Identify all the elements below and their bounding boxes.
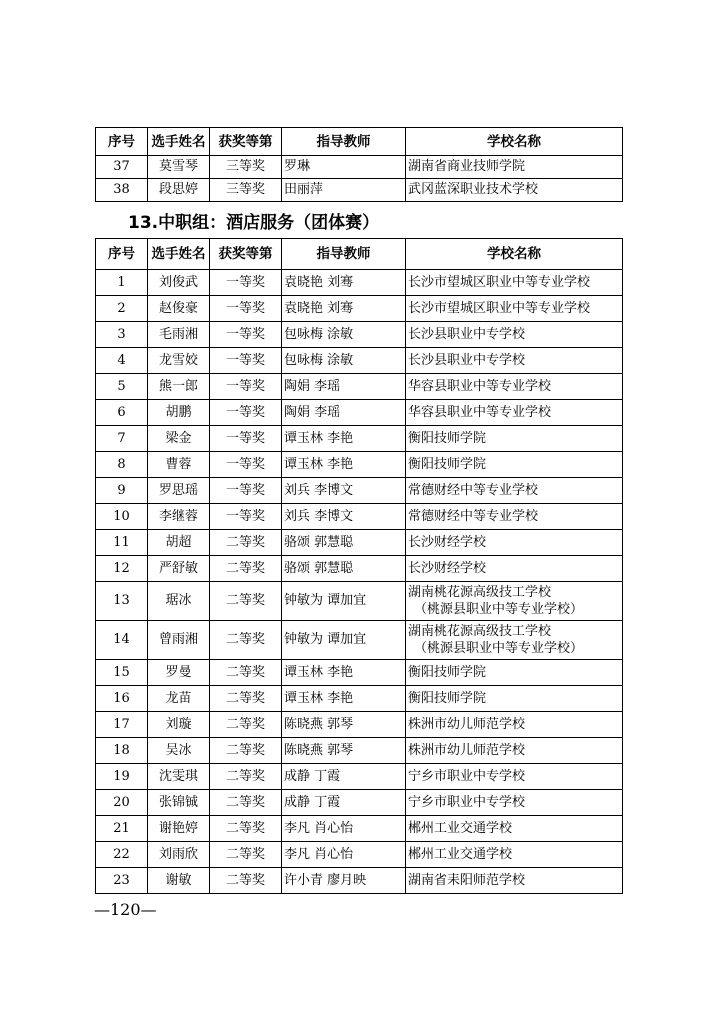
cell-award: 一等奖 [210, 426, 282, 452]
cell-name: 赵俊豪 [148, 296, 210, 322]
cell-number: 19 [96, 764, 148, 790]
cell-name: 段思婷 [148, 179, 210, 202]
table-row [96, 374, 623, 400]
cell-school: 郴州工业交通学校 [406, 842, 623, 868]
header-name: 选手姓名 [148, 239, 210, 270]
cell-name: 莫雪琴 [148, 156, 210, 179]
table-row [96, 322, 623, 348]
cell-award: 三等奖 [210, 179, 282, 202]
cell-teacher: 成静 丁霞 [282, 790, 406, 816]
cell-award: 一等奖 [210, 478, 282, 504]
cell-name: 曹蓉 [148, 452, 210, 478]
cell-award: 二等奖 [210, 712, 282, 738]
cell-name: 沈雯琪 [148, 764, 210, 790]
school-subline: （桃源县职业中等专业学校） [414, 602, 584, 617]
cell-name: 严舒敏 [148, 556, 210, 582]
table-row [96, 156, 623, 179]
cell-award: 二等奖 [210, 868, 282, 894]
cell-award: 二等奖 [210, 686, 282, 712]
cell-school: 郴州工业交通学校 [406, 816, 623, 842]
cell-number: 4 [96, 348, 148, 374]
cell-name: 梁金 [148, 426, 210, 452]
cell-teacher: 袁晓艳 刘骞 [282, 270, 406, 296]
cell-name: 吴冰 [148, 738, 210, 764]
table-row [96, 530, 623, 556]
table-row [96, 582, 623, 621]
cell-teacher: 陶娟 李瑶 [282, 374, 406, 400]
cell-school: 华容县职业中等专业学校 [406, 400, 623, 426]
results-table-hotel-service [95, 238, 623, 894]
cell-award: 二等奖 [210, 621, 282, 660]
table-row [96, 868, 623, 894]
table-row [96, 790, 623, 816]
table-header-row [96, 239, 623, 270]
cell-school: 株洲市幼儿师范学校 [406, 712, 623, 738]
cell-school: 衡阳技师学院 [406, 452, 623, 478]
cell-award: 一等奖 [210, 348, 282, 374]
cell-teacher: 罗琳 [282, 156, 406, 179]
cell-teacher: 钟敏为 谭加宜 [282, 621, 406, 660]
cell-school: 衡阳技师学院 [406, 660, 623, 686]
table-row [96, 270, 623, 296]
cell-teacher: 包咏梅 涂敏 [282, 322, 406, 348]
cell-award: 二等奖 [210, 764, 282, 790]
cell-school: 华容县职业中等专业学校 [406, 374, 623, 400]
cell-award: 一等奖 [210, 322, 282, 348]
cell-school [406, 621, 623, 660]
cell-number: 20 [96, 790, 148, 816]
cell-award: 一等奖 [210, 504, 282, 530]
cell-teacher: 骆颂 郭慧聪 [282, 556, 406, 582]
cell-teacher: 许小青 廖月映 [282, 868, 406, 894]
cell-award: 一等奖 [210, 374, 282, 400]
cell-school: 宁乡市职业中专学校 [406, 790, 623, 816]
cell-award: 二等奖 [210, 790, 282, 816]
cell-school: 长沙财经学校 [406, 530, 623, 556]
cell-name: 龙雪姣 [148, 348, 210, 374]
cell-school: 宁乡市职业中专学校 [406, 764, 623, 790]
cell-name: 刘璇 [148, 712, 210, 738]
cell-name: 毛雨湘 [148, 322, 210, 348]
cell-school: 衡阳技师学院 [406, 686, 623, 712]
cell-school: 长沙市望城区职业中等专业学校 [406, 270, 623, 296]
cell-number: 17 [96, 712, 148, 738]
table-row [96, 842, 623, 868]
cell-teacher: 谭玉林 李艳 [282, 426, 406, 452]
cell-name: 罗曼 [148, 660, 210, 686]
cell-award: 二等奖 [210, 660, 282, 686]
cell-teacher: 钟敏为 谭加宜 [282, 582, 406, 621]
header-award: 获奖等第 [210, 239, 282, 270]
cell-teacher: 谭玉林 李艳 [282, 660, 406, 686]
cell-name: 刘雨欣 [148, 842, 210, 868]
table-row [96, 712, 623, 738]
cell-name: 胡超 [148, 530, 210, 556]
table-row [96, 478, 623, 504]
cell-teacher: 成静 丁霞 [282, 764, 406, 790]
table-row [96, 660, 623, 686]
header-number: 序号 [96, 239, 148, 270]
header-name: 选手姓名 [148, 128, 210, 156]
cell-number: 15 [96, 660, 148, 686]
cell-award: 二等奖 [210, 738, 282, 764]
cell-name: 琚冰 [148, 582, 210, 621]
section-title: 13.中职组：酒店服务（团体赛） [128, 213, 380, 233]
cell-school: 长沙市望城区职业中等专业学校 [406, 296, 623, 322]
cell-name: 刘俊武 [148, 270, 210, 296]
cell-school: 湖南省商业技师学院 [406, 156, 623, 179]
cell-school: 衡阳技师学院 [406, 426, 623, 452]
cell-school: 长沙县职业中专学校 [406, 322, 623, 348]
cell-number: 10 [96, 504, 148, 530]
cell-teacher: 刘兵 李博文 [282, 478, 406, 504]
cell-name: 龙苗 [148, 686, 210, 712]
cell-number: 38 [96, 179, 148, 202]
cell-number: 37 [96, 156, 148, 179]
cell-award: 二等奖 [210, 556, 282, 582]
table-row [96, 296, 623, 322]
cell-number: 13 [96, 582, 148, 621]
cell-award: 二等奖 [210, 842, 282, 868]
cell-school: 湖南省耒阳师范学校 [406, 868, 623, 894]
table-row [96, 452, 623, 478]
table-row [96, 348, 623, 374]
cell-award: 一等奖 [210, 452, 282, 478]
cell-teacher: 李凡 肖心怡 [282, 842, 406, 868]
cell-award: 一等奖 [210, 296, 282, 322]
cell-number: 23 [96, 868, 148, 894]
results-table-top [95, 127, 623, 202]
cell-school: 长沙财经学校 [406, 556, 623, 582]
cell-teacher: 刘兵 李博文 [282, 504, 406, 530]
cell-school: 常德财经中等专业学校 [406, 504, 623, 530]
cell-teacher: 陈晓燕 郭琴 [282, 738, 406, 764]
cell-number: 1 [96, 270, 148, 296]
cell-school: 长沙县职业中专学校 [406, 348, 623, 374]
cell-teacher: 田丽萍 [282, 179, 406, 202]
cell-number: 2 [96, 296, 148, 322]
cell-award: 二等奖 [210, 530, 282, 556]
cell-award: 一等奖 [210, 400, 282, 426]
cell-teacher: 骆颂 郭慧聪 [282, 530, 406, 556]
header-teacher: 指导教师 [282, 239, 406, 270]
cell-teacher: 陈晓燕 郭琴 [282, 712, 406, 738]
cell-school: 株洲市幼儿师范学校 [406, 738, 623, 764]
table-row [96, 556, 623, 582]
cell-number: 22 [96, 842, 148, 868]
cell-number: 14 [96, 621, 148, 660]
table-row [96, 816, 623, 842]
cell-name: 谢敏 [148, 868, 210, 894]
cell-teacher: 李凡 肖心怡 [282, 816, 406, 842]
header-teacher: 指导教师 [282, 128, 406, 156]
cell-teacher: 袁晓艳 刘骞 [282, 296, 406, 322]
cell-name: 谢艳婷 [148, 816, 210, 842]
cell-school [406, 582, 623, 621]
table-row [96, 738, 623, 764]
header-number: 序号 [96, 128, 148, 156]
cell-award: 三等奖 [210, 156, 282, 179]
cell-teacher: 陶娟 李瑶 [282, 400, 406, 426]
table-header-row [96, 128, 623, 156]
cell-number: 3 [96, 322, 148, 348]
cell-number: 18 [96, 738, 148, 764]
cell-number: 16 [96, 686, 148, 712]
cell-number: 21 [96, 816, 148, 842]
cell-school: 常德财经中等专业学校 [406, 478, 623, 504]
cell-name: 张锦铖 [148, 790, 210, 816]
cell-number: 11 [96, 530, 148, 556]
school-line: 湖南桃花源高级技工学校 [408, 624, 552, 639]
page-number: —120— [94, 900, 157, 919]
school-line: 湖南桃花源高级技工学校 [408, 585, 552, 600]
table-row [96, 400, 623, 426]
cell-teacher: 谭玉林 李艳 [282, 452, 406, 478]
table-row [96, 621, 623, 660]
cell-number: 9 [96, 478, 148, 504]
cell-number: 12 [96, 556, 148, 582]
table-row [96, 686, 623, 712]
cell-name: 曾雨湘 [148, 621, 210, 660]
header-school: 学校名称 [406, 239, 623, 270]
cell-school: 武冈蓝深职业技术学校 [406, 179, 623, 202]
cell-award: 一等奖 [210, 270, 282, 296]
table-row [96, 426, 623, 452]
cell-name: 胡鹏 [148, 400, 210, 426]
cell-number: 6 [96, 400, 148, 426]
school-subline: （桃源县职业中等专业学校） [414, 641, 584, 656]
table-row [96, 764, 623, 790]
table-row [96, 179, 623, 202]
cell-name: 李继蓉 [148, 504, 210, 530]
cell-award: 二等奖 [210, 582, 282, 621]
cell-award: 二等奖 [210, 816, 282, 842]
cell-name: 熊一郎 [148, 374, 210, 400]
cell-number: 5 [96, 374, 148, 400]
cell-number: 7 [96, 426, 148, 452]
cell-name: 罗思瑶 [148, 478, 210, 504]
header-award: 获奖等第 [210, 128, 282, 156]
cell-number: 8 [96, 452, 148, 478]
cell-teacher: 谭玉林 李艳 [282, 686, 406, 712]
cell-teacher: 包咏梅 涂敏 [282, 348, 406, 374]
table-row [96, 504, 623, 530]
header-school: 学校名称 [406, 128, 623, 156]
